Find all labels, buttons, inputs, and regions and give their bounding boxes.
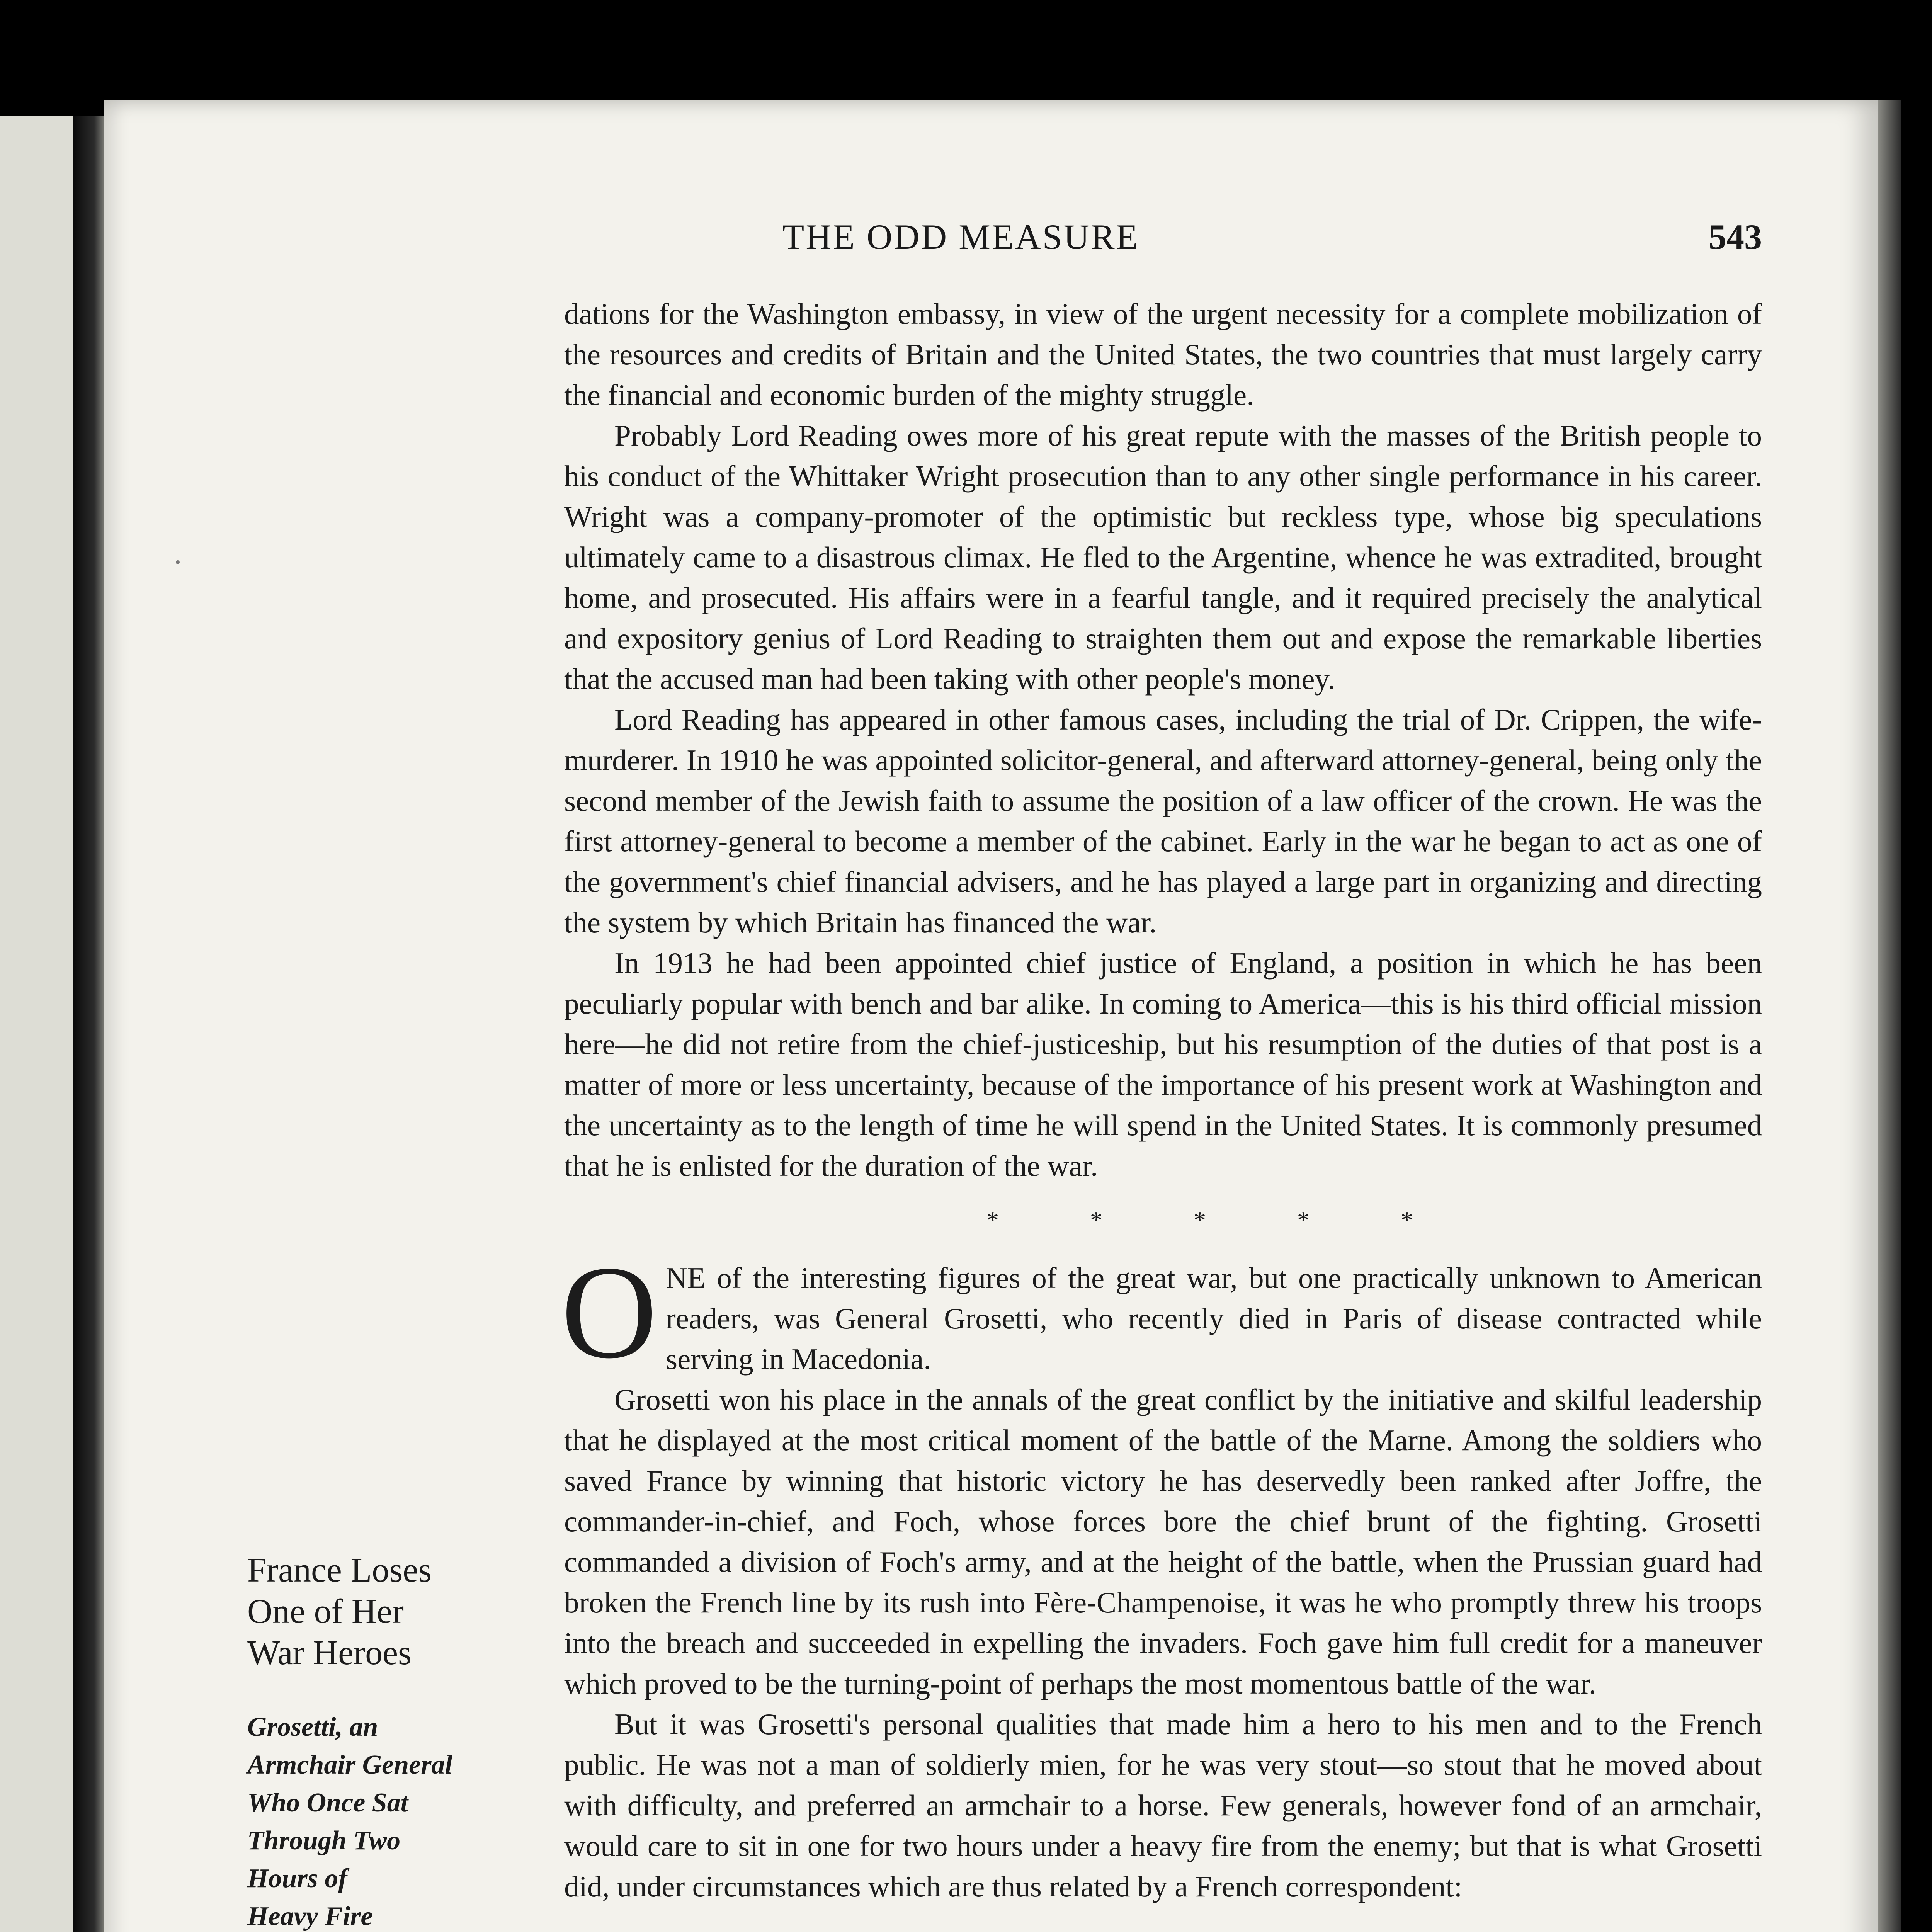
paragraph-1: dations for the Washington embassy, in view of the urgent necessity for a complete mobilization of the resources and credits of Britain and the United States, the two countries that must largely carry the financial and economic burden of the mighty struggle. — [564, 297, 1762, 412]
paragraph-2: Probably Lord Reading owes more of his great repute with the masses of the British people to his conduct of the Whittaker Wright prosecution than to any other single performance in his career. Wright was a company-promoter of the optimistic but reckless type, whose big speculations ultimately came to a disastrous climax. He fled to the Argentine, whence he was extradited, brought home, and prosecuted. His affairs were in a fearful tangle, and it required precisely the analytical and expository genius of Lord Reading to straighten them out and expose the remarkable liberties that the accused man had been taking with other people's money. — [564, 419, 1762, 696]
side-subtitle-line: Who Once Sat — [247, 1788, 408, 1818]
page-number: 543 — [1709, 217, 1762, 257]
paragraph-5 — [561, 1238, 1762, 1386]
side-title — [247, 1549, 518, 1673]
book-binding-shadow — [73, 116, 108, 1932]
paragraph-4: In 1913 he had been appointed chief justice of England, a position in which he has been peculiarly popular with bench and bar alike. In coming to America—this is his third official mission here—he did not retire from the chief-justiceship, but his resumption of the duties of that post is a matter of more or less uncertainty, because of the importance of his present work at Washington and the uncertainty as to the length of time he will spend in the United States. It is commonly presumed that he is enlisted for the duration of the war. — [564, 946, 1762, 1182]
side-subtitle-line: Armchair General — [247, 1750, 452, 1780]
paragraph-3: Lord Reading has appeared in other famous cases, including the trial of Dr. Crippen, the wife-murderer. In 1910 he was appointed solicitor-general, and afterward attorney-general, being only the second member of the Jewish faith to assume the position of a law officer of the crown. He was the first attorney-general to become a member of the cabinet. Early in the war he began to act as one of the government's chief financial advisers, and he has played a large part in organizing and directing the system by which Britain has financed the war. — [564, 703, 1762, 939]
drop-cap: O — [561, 1238, 658, 1386]
side-subtitle-line: Grosetti, an — [247, 1712, 378, 1742]
running-header — [564, 216, 1762, 259]
stray-mark — [176, 560, 180, 564]
side-title-line: War Heroes — [247, 1634, 412, 1672]
side-subtitle — [247, 1708, 518, 1932]
paragraph-5-text: of the interesting figures of the great war, but one practically unknown to American readers, was General Grosetti, who recently died in Paris of disease contracted while serving in Macedonia. — [666, 1261, 1762, 1376]
side-title-line: France Loses — [247, 1551, 432, 1589]
paragraph-6: Grosetti won his place in the annals of the great conflict by the initiative and skilful leadership that he displayed at the most critical moment of the battle of the Marne. Among the soldiers who saved France by winning that historic victory he has deservedly been ranked after Joffre, the commander-in-chief, and Foch, whose forces bore the chief brunt of the fighting. Grosetti commanded a division of Foch's army, and at the height of the battle, when the Prussian guard had broken the French line by its rush into Fère-Champenoise, it was he who promptly threw his troops into the breach and succeeded in expelling the invaders. Foch gave him full credit for a maneuver which proved to be the turning-point of perhaps the most momentous battle of the war. — [564, 1383, 1762, 1700]
side-title-line: One of Her — [247, 1592, 404, 1631]
section-separator: * * * * * — [986, 1206, 1456, 1234]
paragraph-7: But it was Grosetti's personal qualities that made him a hero to his men and to the French public. He was not a man of soldierly mien, for he was very stout—so stout that he moved about with difficulty, and preferred an armchair to a horse. Few generals, however fond of an armchair, would care to sit in one for two hours under a heavy fire from the enemy; but that is what Grosetti did, under circumstances which are thus related by a French correspondent: — [564, 1708, 1762, 1903]
side-subtitle-line: Heavy Fire — [247, 1901, 373, 1931]
previous-page-edge — [0, 116, 73, 1932]
article-body — [561, 294, 1762, 1907]
side-subtitle-line: Through Two — [247, 1826, 401, 1855]
page-right-edge — [1878, 100, 1901, 1932]
side-heading — [247, 1549, 518, 1932]
running-title: THE ODD MEASURE — [782, 217, 1139, 257]
side-subtitle-line: Hours of — [247, 1864, 347, 1893]
lead-in: NE — [666, 1261, 706, 1294]
